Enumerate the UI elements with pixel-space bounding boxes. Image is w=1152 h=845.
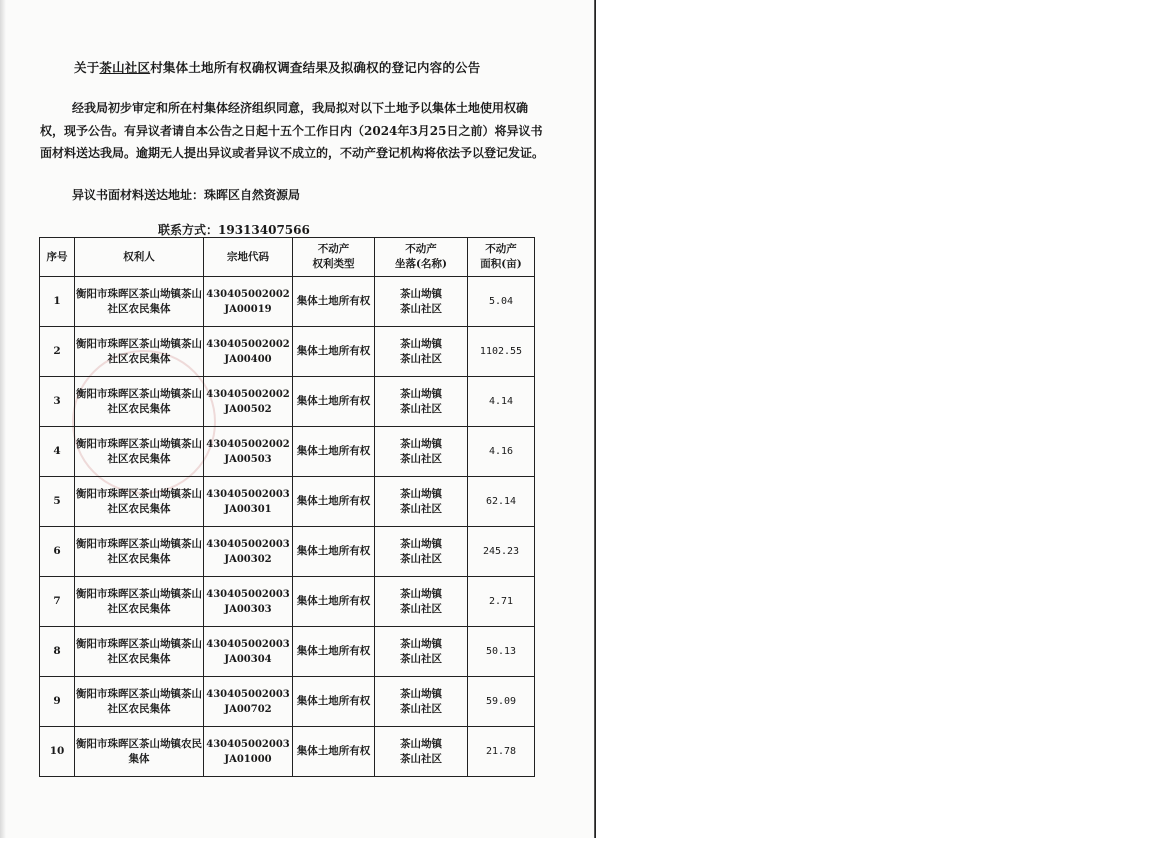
- table-row: [40, 427, 535, 477]
- cell-owner: 衡阳市珠晖区茶山坳镇茶山社区农民集体: [75, 677, 204, 727]
- cell-owner: 衡阳市珠晖区茶山坳镇农民集体: [75, 727, 204, 777]
- table-row: [40, 677, 535, 727]
- cell-seq: 6: [40, 527, 75, 577]
- cell-area: 245.23: [468, 527, 535, 577]
- cell-owner: 衡阳市珠晖区茶山坳镇茶山社区农民集体: [75, 377, 204, 427]
- cell-area: 59.09: [468, 677, 535, 727]
- cell-location: [375, 427, 468, 477]
- cell-seq: 9: [40, 677, 75, 727]
- cell-location: [375, 727, 468, 777]
- cell-area: 21.78: [468, 727, 535, 777]
- cell-location: [375, 477, 468, 527]
- header-location: 不动产 坐落(名称): [375, 238, 468, 277]
- cell-right-type: 集体土地所有权: [293, 427, 375, 477]
- cell-area: 50.13: [468, 627, 535, 677]
- location-town: 茶山坳镇: [400, 537, 442, 550]
- cell-code: 430405002003JA00702: [204, 677, 293, 727]
- cell-code: 430405002002JA00019: [204, 277, 293, 327]
- cell-owner: 衡阳市珠晖区茶山坳镇茶山社区农民集体: [75, 577, 204, 627]
- location-town: 茶山坳镇: [400, 637, 442, 650]
- location-town: 茶山坳镇: [400, 437, 442, 450]
- cell-seq: 4: [40, 427, 75, 477]
- cell-right-type: 集体土地所有权: [293, 477, 375, 527]
- table-row: [40, 277, 535, 327]
- table-row: [40, 727, 535, 777]
- header-area: 不动产 面积(亩): [468, 238, 535, 277]
- cell-right-type: 集体土地所有权: [293, 677, 375, 727]
- cell-area: 5.04: [468, 277, 535, 327]
- table-row: [40, 327, 535, 377]
- cell-seq: 10: [40, 727, 75, 777]
- contact-info: 联系方式：19313407566: [158, 223, 310, 237]
- location-town: 茶山坳镇: [400, 487, 442, 500]
- cell-area: 62.14: [468, 477, 535, 527]
- cell-seq: 3: [40, 377, 75, 427]
- location-town: 茶山坳镇: [400, 337, 442, 350]
- cell-code: 430405002003JA00303: [204, 577, 293, 627]
- cell-area: 2.71: [468, 577, 535, 627]
- cell-location: [375, 677, 468, 727]
- cell-location: [375, 377, 468, 427]
- table-row: [40, 527, 535, 577]
- location-community: 茶山社区: [400, 452, 442, 465]
- objection-address: 异议书面材料送达地址：珠晖区自然资源局: [72, 188, 301, 202]
- header-seq: 序号: [40, 238, 75, 277]
- header-owner: 权利人: [75, 238, 204, 277]
- cell-area: 4.14: [468, 377, 535, 427]
- cell-right-type: 集体土地所有权: [293, 527, 375, 577]
- cell-seq: 2: [40, 327, 75, 377]
- cell-right-type: 集体土地所有权: [293, 277, 375, 327]
- cell-seq: 1: [40, 277, 75, 327]
- header-right-type: 不动产 权利类型: [293, 238, 375, 277]
- cell-code: 430405002002JA00503: [204, 427, 293, 477]
- cell-code: 430405002003JA00301: [204, 477, 293, 527]
- cell-location: [375, 327, 468, 377]
- cell-right-type: 集体土地所有权: [293, 377, 375, 427]
- cell-seq: 5: [40, 477, 75, 527]
- table-row: [40, 627, 535, 677]
- location-community: 茶山社区: [400, 352, 442, 365]
- cell-right-type: 集体土地所有权: [293, 727, 375, 777]
- title-prefix: 关于: [74, 60, 100, 75]
- cell-owner: 衡阳市珠晖区茶山坳镇茶山社区农民集体: [75, 327, 204, 377]
- cell-code: 430405002003JA00302: [204, 527, 293, 577]
- notice-title: [74, 58, 480, 76]
- cell-location: [375, 627, 468, 677]
- table-row: [40, 577, 535, 627]
- cell-area: 4.16: [468, 427, 535, 477]
- location-community: 茶山社区: [400, 652, 442, 665]
- location-town: 茶山坳镇: [400, 387, 442, 400]
- cell-seq: 7: [40, 577, 75, 627]
- land-rights-table: [39, 237, 535, 777]
- header-code: 宗地代码: [204, 238, 293, 277]
- cell-code: 430405002002JA00400: [204, 327, 293, 377]
- table-row: [40, 477, 535, 527]
- cell-right-type: 集体土地所有权: [293, 327, 375, 377]
- location-community: 茶山社区: [400, 602, 442, 615]
- cell-owner: 衡阳市珠晖区茶山坳镇茶山社区农民集体: [75, 527, 204, 577]
- title-underlined-community: 茶山社区: [99, 60, 151, 75]
- location-community: 茶山社区: [400, 302, 442, 315]
- cell-owner: 衡阳市珠晖区茶山坳镇茶山社区农民集体: [75, 477, 204, 527]
- location-town: 茶山坳镇: [400, 587, 442, 600]
- cell-location: [375, 577, 468, 627]
- location-community: 茶山社区: [400, 502, 442, 515]
- cell-area: 1102.55: [468, 327, 535, 377]
- cell-code: 430405002003JA00304: [204, 627, 293, 677]
- table-header-row: [40, 238, 535, 277]
- table-row: [40, 377, 535, 427]
- notice-paragraph: 经我局初步审定和所在村集体经济组织同意，我局拟对以下土地予以集体土地使用权确权，现予公告。有异议者请自本公告之日起十五个工作日内（2024年3月25日之前）将异议书面材料送达我局。逾期无人提出异议或者异议不成立的，不动产登记机构将依法予以登记发证。: [40, 101, 545, 160]
- location-town: 茶山坳镇: [400, 737, 442, 750]
- cell-right-type: 集体土地所有权: [293, 627, 375, 677]
- cell-owner: 衡阳市珠晖区茶山坳镇茶山社区农民集体: [75, 627, 204, 677]
- cell-seq: 8: [40, 627, 75, 677]
- location-community: 茶山社区: [400, 702, 442, 715]
- cell-location: [375, 277, 468, 327]
- cell-owner: 衡阳市珠晖区茶山坳镇茶山社区农民集体: [75, 427, 204, 477]
- title-suffix: 村集体土地所有权确权调查结果及拟确权的登记内容的公告: [150, 60, 481, 75]
- location-community: 茶山社区: [400, 402, 442, 415]
- cell-right-type: 集体土地所有权: [293, 577, 375, 627]
- cell-code: 430405002002JA00502: [204, 377, 293, 427]
- cell-code: 430405002003JA01000: [204, 727, 293, 777]
- location-town: 茶山坳镇: [400, 287, 442, 300]
- location-community: 茶山社区: [400, 552, 442, 565]
- cell-owner: 衡阳市珠晖区茶山坳镇茶山社区农民集体: [75, 277, 204, 327]
- page-edge-shadow: [0, 0, 6, 838]
- location-community: 茶山社区: [400, 752, 442, 765]
- location-town: 茶山坳镇: [400, 687, 442, 700]
- cell-location: [375, 527, 468, 577]
